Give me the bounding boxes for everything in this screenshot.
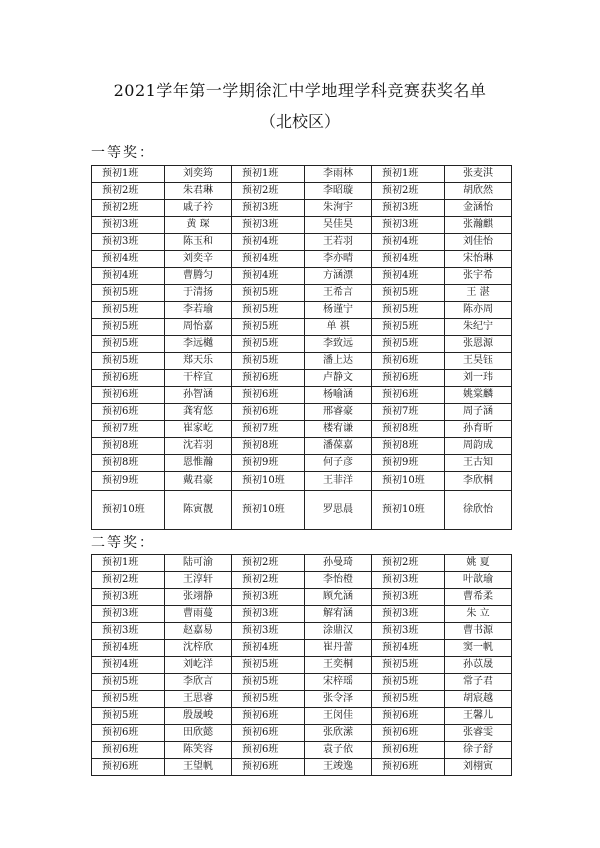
table-row	[92, 455, 512, 472]
student-name-cell: 李雨林	[305, 166, 372, 183]
student-name-cell: 孙苡晟	[445, 657, 512, 674]
class-cell: 预初6班	[372, 370, 445, 387]
table-row	[92, 708, 512, 725]
class-cell: 预初3班	[232, 606, 305, 623]
student-name-cell: 杨谨宁	[305, 302, 372, 319]
class-cell: 预初2班	[232, 555, 305, 572]
class-cell: 预初5班	[92, 336, 165, 353]
class-cell: 预初5班	[232, 285, 305, 302]
second-prize-rows	[92, 555, 512, 776]
table-row	[92, 285, 512, 302]
table-row	[92, 370, 512, 387]
second-prize-table	[91, 554, 512, 776]
class-cell: 预初2班	[232, 572, 305, 589]
student-name-cell: 徐欣怡	[445, 491, 512, 530]
class-cell: 预初5班	[92, 353, 165, 370]
student-name-cell: 张令泽	[305, 691, 372, 708]
student-name-cell: 崔丹蕾	[305, 640, 372, 657]
student-name-cell: 于清扬	[165, 285, 232, 302]
class-cell: 预初3班	[232, 589, 305, 606]
student-name-cell: 金涵怡	[445, 200, 512, 217]
student-name-cell: 杨喻涵	[305, 387, 372, 404]
student-name-cell: 陈笑容	[165, 742, 232, 759]
table-row	[92, 251, 512, 268]
class-cell: 预初5班	[232, 691, 305, 708]
student-name-cell: 王若羽	[305, 234, 372, 251]
student-name-cell: 李若瑜	[165, 302, 232, 319]
student-name-cell: 沈若羽	[165, 438, 232, 455]
table-row	[92, 606, 512, 623]
class-cell: 预初4班	[372, 640, 445, 657]
class-cell: 预初5班	[372, 691, 445, 708]
class-cell: 预初6班	[232, 759, 305, 776]
student-name-cell: 朱君琳	[165, 183, 232, 200]
class-cell: 预初5班	[372, 302, 445, 319]
class-cell: 预初6班	[92, 725, 165, 742]
table-row	[92, 268, 512, 285]
class-cell: 预初4班	[92, 268, 165, 285]
class-cell: 预初5班	[92, 285, 165, 302]
student-name-cell: 孙育昕	[445, 421, 512, 438]
class-cell: 预初4班	[92, 657, 165, 674]
student-name-cell: 刘佳怡	[445, 234, 512, 251]
student-name-cell: 张瀚麒	[445, 217, 512, 234]
student-name-cell: 王昊钰	[445, 353, 512, 370]
first-prize-rows	[92, 166, 512, 530]
class-cell: 预初4班	[372, 268, 445, 285]
class-cell: 预初4班	[232, 640, 305, 657]
document-subtitle: （北校区）	[259, 112, 340, 131]
class-cell: 预初8班	[92, 455, 165, 472]
class-cell: 预初6班	[372, 387, 445, 404]
table-row	[92, 183, 512, 200]
student-name-cell: 干梓宜	[165, 370, 232, 387]
second-prize-label: 二等奖：	[91, 535, 155, 551]
student-name-cell: 顾允涵	[305, 589, 372, 606]
student-name-cell: 单 祺	[305, 319, 372, 336]
class-cell: 预初10班	[232, 491, 305, 530]
table-row	[92, 319, 512, 336]
class-cell: 预初4班	[232, 251, 305, 268]
table-row	[92, 725, 512, 742]
class-cell: 预初10班	[232, 472, 305, 491]
student-name-cell: 袁子依	[305, 742, 372, 759]
student-name-cell: 张恩源	[445, 336, 512, 353]
class-cell: 预初2班	[92, 572, 165, 589]
class-cell: 预初3班	[372, 589, 445, 606]
student-name-cell: 徐子舒	[445, 742, 512, 759]
student-name-cell: 刘奕辛	[165, 251, 232, 268]
table-row	[92, 353, 512, 370]
student-name-cell: 潘上达	[305, 353, 372, 370]
class-cell: 预初5班	[372, 674, 445, 691]
class-cell: 预初9班	[372, 455, 445, 472]
class-cell: 预初6班	[232, 708, 305, 725]
class-cell: 预初5班	[232, 336, 305, 353]
class-cell: 预初6班	[92, 742, 165, 759]
student-name-cell: 王竣逸	[305, 759, 372, 776]
class-cell: 预初4班	[232, 268, 305, 285]
student-name-cell: 王 湛	[445, 285, 512, 302]
class-cell: 预初6班	[92, 404, 165, 421]
class-cell: 预初9班	[92, 472, 165, 491]
class-cell: 预初3班	[92, 623, 165, 640]
class-cell: 预初10班	[372, 472, 445, 491]
class-cell: 预初3班	[232, 200, 305, 217]
table-row	[92, 421, 512, 438]
student-name-cell: 李欣言	[165, 674, 232, 691]
class-cell: 预初3班	[92, 234, 165, 251]
student-name-cell: 方涵漂	[305, 268, 372, 285]
student-name-cell: 崔家屹	[165, 421, 232, 438]
table-row	[92, 472, 512, 491]
student-name-cell: 张欣潆	[305, 725, 372, 742]
class-cell: 预初5班	[372, 285, 445, 302]
student-name-cell: 恩惟瀚	[165, 455, 232, 472]
class-cell: 预初5班	[92, 708, 165, 725]
student-name-cell: 赵嘉易	[165, 623, 232, 640]
class-cell: 预初8班	[232, 438, 305, 455]
student-name-cell: 王思睿	[165, 691, 232, 708]
student-name-cell: 吴佳昊	[305, 217, 372, 234]
table-row	[92, 742, 512, 759]
class-cell: 预初7班	[372, 404, 445, 421]
student-name-cell: 周韵成	[445, 438, 512, 455]
class-cell: 预初3班	[92, 589, 165, 606]
student-name-cell: 朱纪宁	[445, 319, 512, 336]
table-row	[92, 589, 512, 606]
class-cell: 预初6班	[92, 370, 165, 387]
table-row	[92, 640, 512, 657]
student-name-cell: 李亦晴	[305, 251, 372, 268]
table-row	[92, 691, 512, 708]
class-cell: 预初6班	[232, 404, 305, 421]
class-cell: 预初6班	[232, 370, 305, 387]
class-cell: 预初6班	[372, 742, 445, 759]
class-cell: 预初7班	[92, 421, 165, 438]
class-cell: 预初4班	[92, 251, 165, 268]
class-cell: 预初1班	[92, 166, 165, 183]
class-cell: 预初4班	[372, 251, 445, 268]
student-name-cell: 王菲洋	[305, 472, 372, 491]
student-name-cell: 曹雨蔓	[165, 606, 232, 623]
class-cell: 预初4班	[92, 640, 165, 657]
student-name-cell: 邢睿豪	[305, 404, 372, 421]
student-name-cell: 涂鼎汉	[305, 623, 372, 640]
student-name-cell: 窦一帆	[445, 640, 512, 657]
student-name-cell: 李远樾	[165, 336, 232, 353]
student-name-cell: 常子君	[445, 674, 512, 691]
student-name-cell: 姚棠麟	[445, 387, 512, 404]
class-cell: 预初9班	[232, 455, 305, 472]
class-cell: 预初1班	[232, 166, 305, 183]
student-name-cell: 龚宥悠	[165, 404, 232, 421]
class-cell: 预初5班	[232, 674, 305, 691]
first-prize-table	[91, 165, 512, 530]
student-name-cell: 陈寅靓	[165, 491, 232, 530]
student-name-cell: 李怡橙	[305, 572, 372, 589]
table-row	[92, 623, 512, 640]
class-cell: 预初1班	[92, 555, 165, 572]
class-cell: 预初6班	[372, 708, 445, 725]
class-cell: 预初2班	[232, 183, 305, 200]
table-row	[92, 657, 512, 674]
class-cell: 预初8班	[372, 421, 445, 438]
class-cell: 预初3班	[372, 606, 445, 623]
class-cell: 预初2班	[372, 183, 445, 200]
student-name-cell: 王希言	[305, 285, 372, 302]
table-row	[92, 674, 512, 691]
class-cell: 预初4班	[372, 234, 445, 251]
student-name-cell: 曹腾匀	[165, 268, 232, 285]
class-cell: 预初6班	[372, 353, 445, 370]
student-name-cell: 王淳轩	[165, 572, 232, 589]
class-cell: 预初3班	[372, 572, 445, 589]
student-name-cell: 李欣桐	[445, 472, 512, 491]
student-name-cell: 周怡嘉	[165, 319, 232, 336]
class-cell: 预初5班	[372, 319, 445, 336]
table-row	[92, 555, 512, 572]
class-cell: 预初3班	[92, 606, 165, 623]
class-cell: 预初8班	[372, 438, 445, 455]
student-name-cell: 曹书源	[445, 623, 512, 640]
class-cell: 预初8班	[92, 438, 165, 455]
student-name-cell: 张宇希	[445, 268, 512, 285]
table-row	[92, 166, 512, 183]
student-name-cell: 朱洵宇	[305, 200, 372, 217]
student-name-cell: 王馨儿	[445, 708, 512, 725]
student-name-cell: 罗思晨	[305, 491, 372, 530]
student-name-cell: 郑天乐	[165, 353, 232, 370]
student-name-cell: 潘葆嘉	[305, 438, 372, 455]
student-name-cell: 解宥涵	[305, 606, 372, 623]
student-name-cell: 姚 夏	[445, 555, 512, 572]
student-name-cell: 何子彦	[305, 455, 372, 472]
table-row	[92, 200, 512, 217]
class-cell: 预初6班	[232, 742, 305, 759]
student-name-cell: 孙智涵	[165, 387, 232, 404]
class-cell: 预初3班	[92, 217, 165, 234]
class-cell: 预初6班	[372, 759, 445, 776]
student-name-cell: 卢静文	[305, 370, 372, 387]
class-cell: 预初4班	[232, 234, 305, 251]
student-name-cell: 刘栩寅	[445, 759, 512, 776]
student-name-cell: 陈玉和	[165, 234, 232, 251]
document-title: 2021学年第一学期徐汇中学地理学科竞赛获奖名单	[113, 81, 487, 100]
student-name-cell: 胡宸越	[445, 691, 512, 708]
student-name-cell: 刘屹洋	[165, 657, 232, 674]
student-name-cell: 张睿雯	[445, 725, 512, 742]
class-cell: 预初5班	[372, 657, 445, 674]
student-name-cell: 张翊静	[165, 589, 232, 606]
table-row	[92, 217, 512, 234]
class-cell: 预初2班	[92, 183, 165, 200]
table-row	[92, 572, 512, 589]
student-name-cell: 宋梓瑶	[305, 674, 372, 691]
student-name-cell: 田欣懿	[165, 725, 232, 742]
table-row	[92, 404, 512, 421]
student-name-cell: 刘一玮	[445, 370, 512, 387]
student-name-cell: 黄 琛	[165, 217, 232, 234]
student-name-cell: 戴君豪	[165, 472, 232, 491]
class-cell: 预初5班	[92, 302, 165, 319]
student-name-cell: 王闵佳	[305, 708, 372, 725]
student-name-cell: 陈亦周	[445, 302, 512, 319]
class-cell: 预初5班	[92, 674, 165, 691]
student-name-cell: 孙曼琦	[305, 555, 372, 572]
student-name-cell: 周子涵	[445, 404, 512, 421]
class-cell: 预初3班	[372, 217, 445, 234]
student-name-cell: 王奕桐	[305, 657, 372, 674]
class-cell: 预初6班	[232, 725, 305, 742]
class-cell: 预初10班	[372, 491, 445, 530]
class-cell: 预初1班	[372, 166, 445, 183]
table-row	[92, 491, 512, 530]
class-cell: 预初5班	[372, 336, 445, 353]
first-prize-label: 一等奖：	[91, 145, 155, 161]
class-cell: 预初3班	[232, 217, 305, 234]
student-name-cell: 叶歆瑜	[445, 572, 512, 589]
class-cell: 预初5班	[92, 691, 165, 708]
class-cell: 预初3班	[232, 623, 305, 640]
student-name-cell: 张麦淇	[445, 166, 512, 183]
student-name-cell: 刘奕筠	[165, 166, 232, 183]
student-name-cell: 王望帆	[165, 759, 232, 776]
class-cell: 预初6班	[372, 725, 445, 742]
table-row	[92, 302, 512, 319]
student-name-cell: 胡欣然	[445, 183, 512, 200]
table-row	[92, 234, 512, 251]
student-name-cell: 陆可渝	[165, 555, 232, 572]
class-cell: 预初2班	[92, 200, 165, 217]
table-row	[92, 336, 512, 353]
student-name-cell: 楼宥谦	[305, 421, 372, 438]
student-name-cell: 李昭璇	[305, 183, 372, 200]
student-name-cell: 朱 立	[445, 606, 512, 623]
table-row	[92, 387, 512, 404]
class-cell: 预初5班	[92, 319, 165, 336]
class-cell: 预初2班	[372, 555, 445, 572]
student-name-cell: 戚子衿	[165, 200, 232, 217]
class-cell: 预初7班	[232, 421, 305, 438]
table-row	[92, 438, 512, 455]
class-cell: 预初5班	[232, 302, 305, 319]
class-cell: 预初5班	[232, 657, 305, 674]
student-name-cell: 宋怡琳	[445, 251, 512, 268]
student-name-cell: 沈梓欣	[165, 640, 232, 657]
class-cell: 预初6班	[92, 387, 165, 404]
class-cell: 预初3班	[372, 200, 445, 217]
class-cell: 预初5班	[232, 319, 305, 336]
class-cell: 预初3班	[372, 623, 445, 640]
class-cell: 预初10班	[92, 491, 165, 530]
class-cell: 预初6班	[92, 759, 165, 776]
student-name-cell: 李致远	[305, 336, 372, 353]
student-name-cell: 王古知	[445, 455, 512, 472]
table-row	[92, 759, 512, 776]
student-name-cell: 曹希柔	[445, 589, 512, 606]
class-cell: 预初5班	[232, 353, 305, 370]
class-cell: 预初6班	[232, 387, 305, 404]
student-name-cell: 殷晟峻	[165, 708, 232, 725]
